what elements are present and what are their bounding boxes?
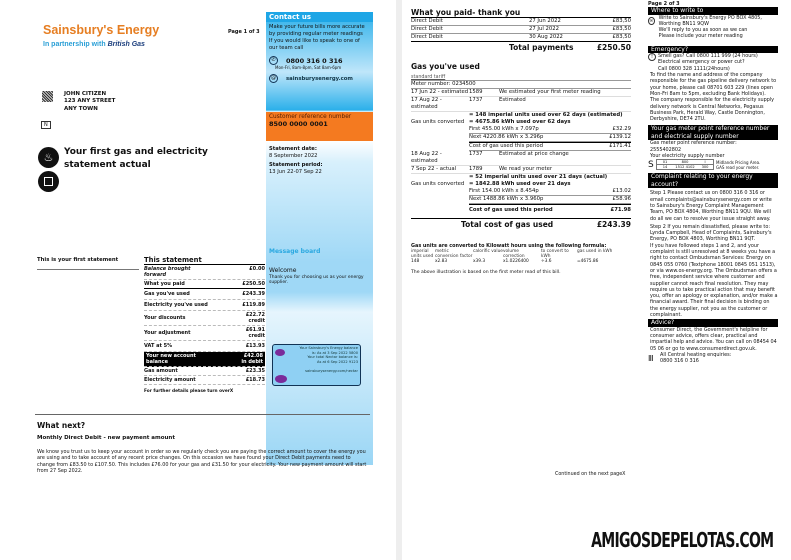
row-value: £119.89: [242, 302, 265, 308]
write-reply: We'll reply to you as soon as we can: [658, 27, 748, 34]
payment-amount: £83,50: [612, 26, 631, 32]
row-value: £23.35: [245, 368, 265, 374]
read-date: 7 Sep 22 - actual: [411, 166, 457, 172]
complaint-step2: Step 2 If you remain dissatisfied, please write to: Lynda Campbell, Head of Complaints, Sainsbury's Energy, PO BOX 4803, Worthing BN11 9QT.: [650, 223, 772, 243]
contact-text: Make your future bills more accurate by providing regular meter readings: [269, 24, 365, 37]
welcome-text: Welcome: [269, 267, 297, 274]
tier-cost: £13.02: [612, 188, 631, 194]
meter-ref-heading: Your gas meter point reference number and electrical supply number: [648, 125, 778, 140]
tariff-name: standard tariff: [411, 75, 446, 80]
payment-type: Direct Debit: [411, 26, 443, 32]
electric-network-info: The company responsible for the electricity supply delivery network is Central Networks, Pegasus Business Park, Herald Way, Castle Donnington, Derbyshire, DE74 2TU.: [650, 97, 775, 123]
turn-over-note: For further details please turn overX: [144, 389, 234, 394]
balance-value: £42.08 in debit: [241, 353, 263, 365]
address-street: 123 ANY STREET: [64, 98, 116, 105]
what-next-subheading: Monthly Direct Debit - new payment amount: [37, 435, 175, 441]
page2-number: Page 2 of 3: [648, 1, 680, 7]
page2-main: [411, 8, 631, 215]
grid-cell: 1512 4102: [675, 165, 695, 170]
gas-mprn-value: 2555402802: [650, 146, 682, 153]
grid-cell: 01: [662, 160, 668, 165]
period-cost-label: Cost of gas used this period: [469, 143, 543, 149]
formula-headers: [411, 249, 631, 259]
kwh-used: = 1842.88 kWh used over 21 days: [469, 181, 571, 187]
statement-title: Your first gas and electricity statement actual: [64, 147, 208, 170]
statement-period-value: 13 Jun 22-07 Sep 22: [269, 168, 322, 175]
payment-date: 30 Aug 2022: [529, 34, 563, 40]
payment-amount: £83,50: [612, 34, 631, 40]
period-cost-label: Cost of gas used this period: [469, 207, 553, 213]
supply-s-label: S: [648, 159, 654, 170]
address-name: JOHN CITIZEN: [64, 91, 107, 97]
period-cost-value: £171.41: [609, 143, 631, 149]
formula-value: x2.83: [435, 259, 448, 264]
pricing-area: Midlands Pricing Area.: [716, 159, 761, 165]
customer-ref-label: Customer reference number: [269, 114, 352, 120]
n-badge: N: [41, 121, 51, 129]
kwh-used: = 4675.86 kWh used over 62 days: [469, 119, 571, 125]
meter-read-row: [411, 89, 631, 97]
gas-total-row: [411, 218, 631, 275]
nectar-line4: As at 6 Sep 2022 9123: [316, 359, 358, 364]
formula-heading: Gas units are converted to Kilowatt hours using the following formula:: [411, 243, 607, 249]
row-label: Electricity you've used: [144, 302, 208, 308]
formula-value: x1.0226400: [503, 259, 529, 264]
formula-header: volume correction: [503, 249, 525, 259]
phone-icon: ✆: [269, 56, 278, 65]
row-label: Your discounts: [144, 315, 186, 321]
envelope-icon: ✉: [649, 17, 653, 23]
row-label: Gas amount: [144, 368, 178, 374]
nectar-line1: Your Sainsbury's Energy balance: [299, 346, 358, 350]
complaint-step1: Step 1 Please contact us on 0800 316 0 316 or email complaints@sainsburysenergy.com or write to Sainsbury's Energy Complaint Management Team, PO BOX 4804, Worthing BN11 9QU. We will do all we can to resolve your issue straight away.: [650, 190, 772, 222]
payment-date: 27 Jun 2022: [529, 18, 561, 24]
customer-ref-value: 8500 0000 0001: [269, 120, 328, 128]
read-note: We estimated your first meter reading: [499, 89, 601, 95]
formula-value: =4675.86: [577, 259, 599, 264]
formula-value: ÷3.6: [541, 259, 552, 264]
write-heading: Where to write to: [648, 7, 778, 15]
partner-name: British Gas: [107, 41, 145, 48]
this-statement-heading: This statement: [144, 256, 265, 265]
gas-emergency: Smell gas? Call 0800 111 999 (24 hours): [658, 53, 758, 60]
divider: [35, 414, 370, 415]
partner-line: [43, 41, 145, 48]
statement-date-value: 8 September 2022: [269, 152, 318, 159]
electric-emergency-phone: Call 0800 328 1111(24hours): [658, 65, 730, 72]
formula-header: metric conversion factor: [435, 249, 473, 259]
nectar-logo-icon: [275, 375, 287, 383]
read-date: 18 Aug 22 - estimated: [411, 151, 442, 164]
write-address: Write to Sainsbury's Energy PO BOX 4805, Worthing BN11 9QW: [658, 14, 762, 27]
electric-plug-icon: [38, 171, 59, 192]
read-value: 1737: [469, 97, 483, 103]
formula-note: The above illustration is based on the first meter read of this bill.: [411, 270, 561, 275]
tier-calc: First 455.00 kWh x 7.097p: [469, 126, 539, 132]
contact-heading: Contact us: [266, 12, 373, 22]
customer-reference-box: [266, 112, 373, 141]
row-label: What you paid: [144, 281, 185, 287]
meter-read-row: [411, 166, 631, 174]
nectar-line3: Your total Nectar balance is:: [307, 355, 358, 360]
meter-read-note: GAS read your meter.: [716, 164, 760, 170]
formula-header: to convert to kWh: [541, 249, 569, 259]
nectar-logo-icon: [275, 349, 285, 356]
complaint-heading: Complaint relating to your energy account?: [648, 173, 778, 188]
address-block: [64, 91, 115, 113]
gas-network-info: To find the name and address of the company responsible for the gas pipeline delivery network to your home, please call 08701 603 229 (lines open Mon-Fri 8am to 5pm, excluding Bank Holidays).: [650, 72, 777, 97]
payment-type: Direct Debit: [411, 18, 443, 24]
row-value: £0.00: [249, 266, 265, 272]
row-value: £18.73: [245, 377, 265, 383]
advice-text: Consumer Direct, the Government's helpline for consumer advice, offers clear, practical and impartial help and advice. You can call on 08454 04 05 06 or go to www.consumerdirect.gov.uk.: [650, 326, 777, 352]
tier-cost: £58.96: [612, 196, 631, 202]
meter-read-row: [411, 97, 631, 112]
row-value: £243.39: [242, 291, 265, 297]
contact-phone[interactable]: 0800 316 0 316: [286, 56, 343, 65]
formula-header: gas used in kWh: [577, 249, 613, 254]
tier-calc: Next 4220.86 kWh x 3.296p: [469, 134, 544, 140]
row-value: £22.72 credit: [245, 312, 265, 324]
address-town: ANY TOWN: [64, 105, 98, 112]
imperial-units: = 148 imperial units used over 62 days (estimated): [469, 112, 623, 118]
read-value: 1589: [469, 89, 483, 95]
web-icon: @: [271, 75, 276, 81]
tier-calc: First 154.00 kWh x 8.454p: [469, 188, 539, 194]
complaint-ombudsman: If you have followed steps 1 and 2, and your complaint is still unresolved at 8 weeks you have a right to contact Ombudsman Services: Energy on 0845 055 0760 (Textphone 18001 0845 051 1513), or via www.os-energy.org. The Ombudsman offers a free, independent service where customer and supplier cannot reach final resolution. They may require us to take practical action that may benefit you, offer an apology or explanation, and/or make a financial award. Their final decision is binding on the energy supplier, not you as the customer or complainant.: [650, 242, 778, 318]
formula-values: [411, 259, 631, 264]
tier-cost: £139.12: [609, 134, 631, 140]
formula-value: 148: [411, 259, 420, 264]
contact-text2: If you would like to speak to one of our team call: [269, 38, 360, 51]
row-value: £250.50: [242, 281, 265, 287]
contact-hours: Mon-Fri, 8am-8pm, Sat 8am-6pm: [275, 65, 342, 70]
payment-amount: £83,50: [612, 18, 631, 24]
row-label: Gas you've used: [144, 291, 190, 297]
tier-calc: Next 1488.86 kWh x 3.960p: [469, 196, 544, 202]
row-label: VAT at 5%: [144, 343, 173, 349]
first-statement-note: This is your first statement: [37, 257, 139, 270]
period-cost-value: £71.98: [610, 207, 631, 213]
meter-read-row: [411, 151, 631, 166]
radiator-icon: Ⅲ: [648, 353, 654, 363]
this-statement-table: [144, 256, 265, 394]
nectar-link[interactable]: sainsburysenergy.com/nectar: [305, 369, 358, 374]
warning-icon: !: [648, 53, 656, 61]
units-converted-label: Gas units converted: [411, 119, 465, 125]
formula-header: imperial units used: [411, 249, 434, 259]
watermark: AMIGOSDEPELOTAS.COM: [590, 528, 773, 552]
total-gas-label: Total cost of gas used: [461, 220, 554, 229]
website-link[interactable]: sainsburysenergy.com: [286, 75, 353, 82]
statement-period-label: Statement period:: [269, 162, 323, 168]
page-number: Page 1 of 3: [228, 29, 260, 35]
welcome-message: Thank you for choosing us as your energy supplier.: [269, 275, 364, 285]
row-label: Electricity amount: [144, 377, 196, 383]
qr-code-icon: [42, 91, 53, 102]
grid-cell: 14: [662, 165, 668, 170]
what-next-heading: What next?: [37, 421, 86, 430]
read-date: 17 Jun 22 - estimated: [411, 89, 469, 95]
brand-logo: Sainsbury's Energy: [43, 23, 160, 37]
formula-header: calorific value: [473, 249, 503, 254]
nectar-box: [272, 344, 361, 386]
read-note: Estimated: [499, 97, 526, 103]
balance-label: Your new account balance: [146, 353, 196, 365]
tier-cost: £32.29: [612, 126, 631, 132]
payment-date: 27 Jul 2022: [529, 26, 559, 32]
gas-used-heading: Gas you've used: [411, 62, 480, 71]
grid-cell: 300: [701, 165, 709, 170]
what-you-paid-heading: What you paid- thank you: [411, 8, 631, 18]
grid-cell: I: [704, 160, 706, 165]
payment-type: Direct Debit: [411, 34, 443, 40]
heating-phone: 0800 316 0 316: [660, 358, 699, 365]
read-value: 1737: [469, 151, 483, 157]
message-board-heading: Message board: [269, 248, 321, 255]
emergency-heading: Emergency?: [648, 46, 778, 54]
statement-date-label: Statement date:: [269, 146, 317, 152]
units-converted-label: Gas units converted: [411, 181, 465, 187]
electric-emergency: Electrical emergency or power cut?: [658, 59, 745, 66]
gas-mprn-label: Gas meter point reference number:: [650, 140, 737, 147]
advice-heading: Advice?: [648, 319, 778, 327]
contact-panel: [266, 12, 373, 465]
row-label: Balance brought forward: [144, 266, 191, 278]
statement-info: [269, 146, 323, 175]
read-note: We read your meter: [499, 166, 553, 172]
grid-cell: 800: [681, 160, 689, 165]
page2-sidebar: [648, 1, 778, 365]
total-gas-value: £243.39: [596, 220, 631, 229]
imperial-units: = 52 imperial units used over 21 days (actual): [469, 174, 608, 180]
what-next-body: We know you trust us to keep your account in order so we regularly check you are paying the correct amount to cover the energy you are using and to take account of any recent price changes. On this occasion we have found your Direct Debit payments need to change from £83.50 to £107.50. This includes £76.00 for your gas and £31.50 for your electricity. Your new payment amount will start from 27 Sep 2022.: [37, 449, 367, 474]
total-payments-value: £250.50: [596, 43, 631, 52]
gas-flame-icon: ♨: [38, 147, 59, 168]
read-value: 1789: [469, 166, 483, 172]
continued-note: Continued on the next pageX: [555, 472, 626, 477]
meter-number: Meter number: 0234500: [411, 81, 476, 87]
elec-supply-label: Your electricity supply number: [650, 153, 725, 160]
read-note: Estimated at price change: [499, 151, 569, 157]
row-value: £61.91 credit: [245, 327, 265, 339]
formula-value: x39.3: [473, 259, 486, 264]
page-separator: [396, 0, 402, 560]
total-payments-label: Total payments: [509, 43, 574, 52]
heating-label: All Central heating enquiries:: [660, 351, 732, 358]
row-label: Your adjustment: [144, 330, 191, 336]
partner-prefix: In partnership with: [43, 41, 106, 48]
read-date: 17 Aug 22 - estimated: [411, 97, 442, 110]
supply-number-grid: [656, 159, 714, 170]
nectar-line2: is: As at 3 Sep 2022 5800: [311, 350, 358, 355]
write-meter: Please include your meter reading: [658, 33, 743, 40]
row-value: £13.93: [245, 343, 265, 349]
